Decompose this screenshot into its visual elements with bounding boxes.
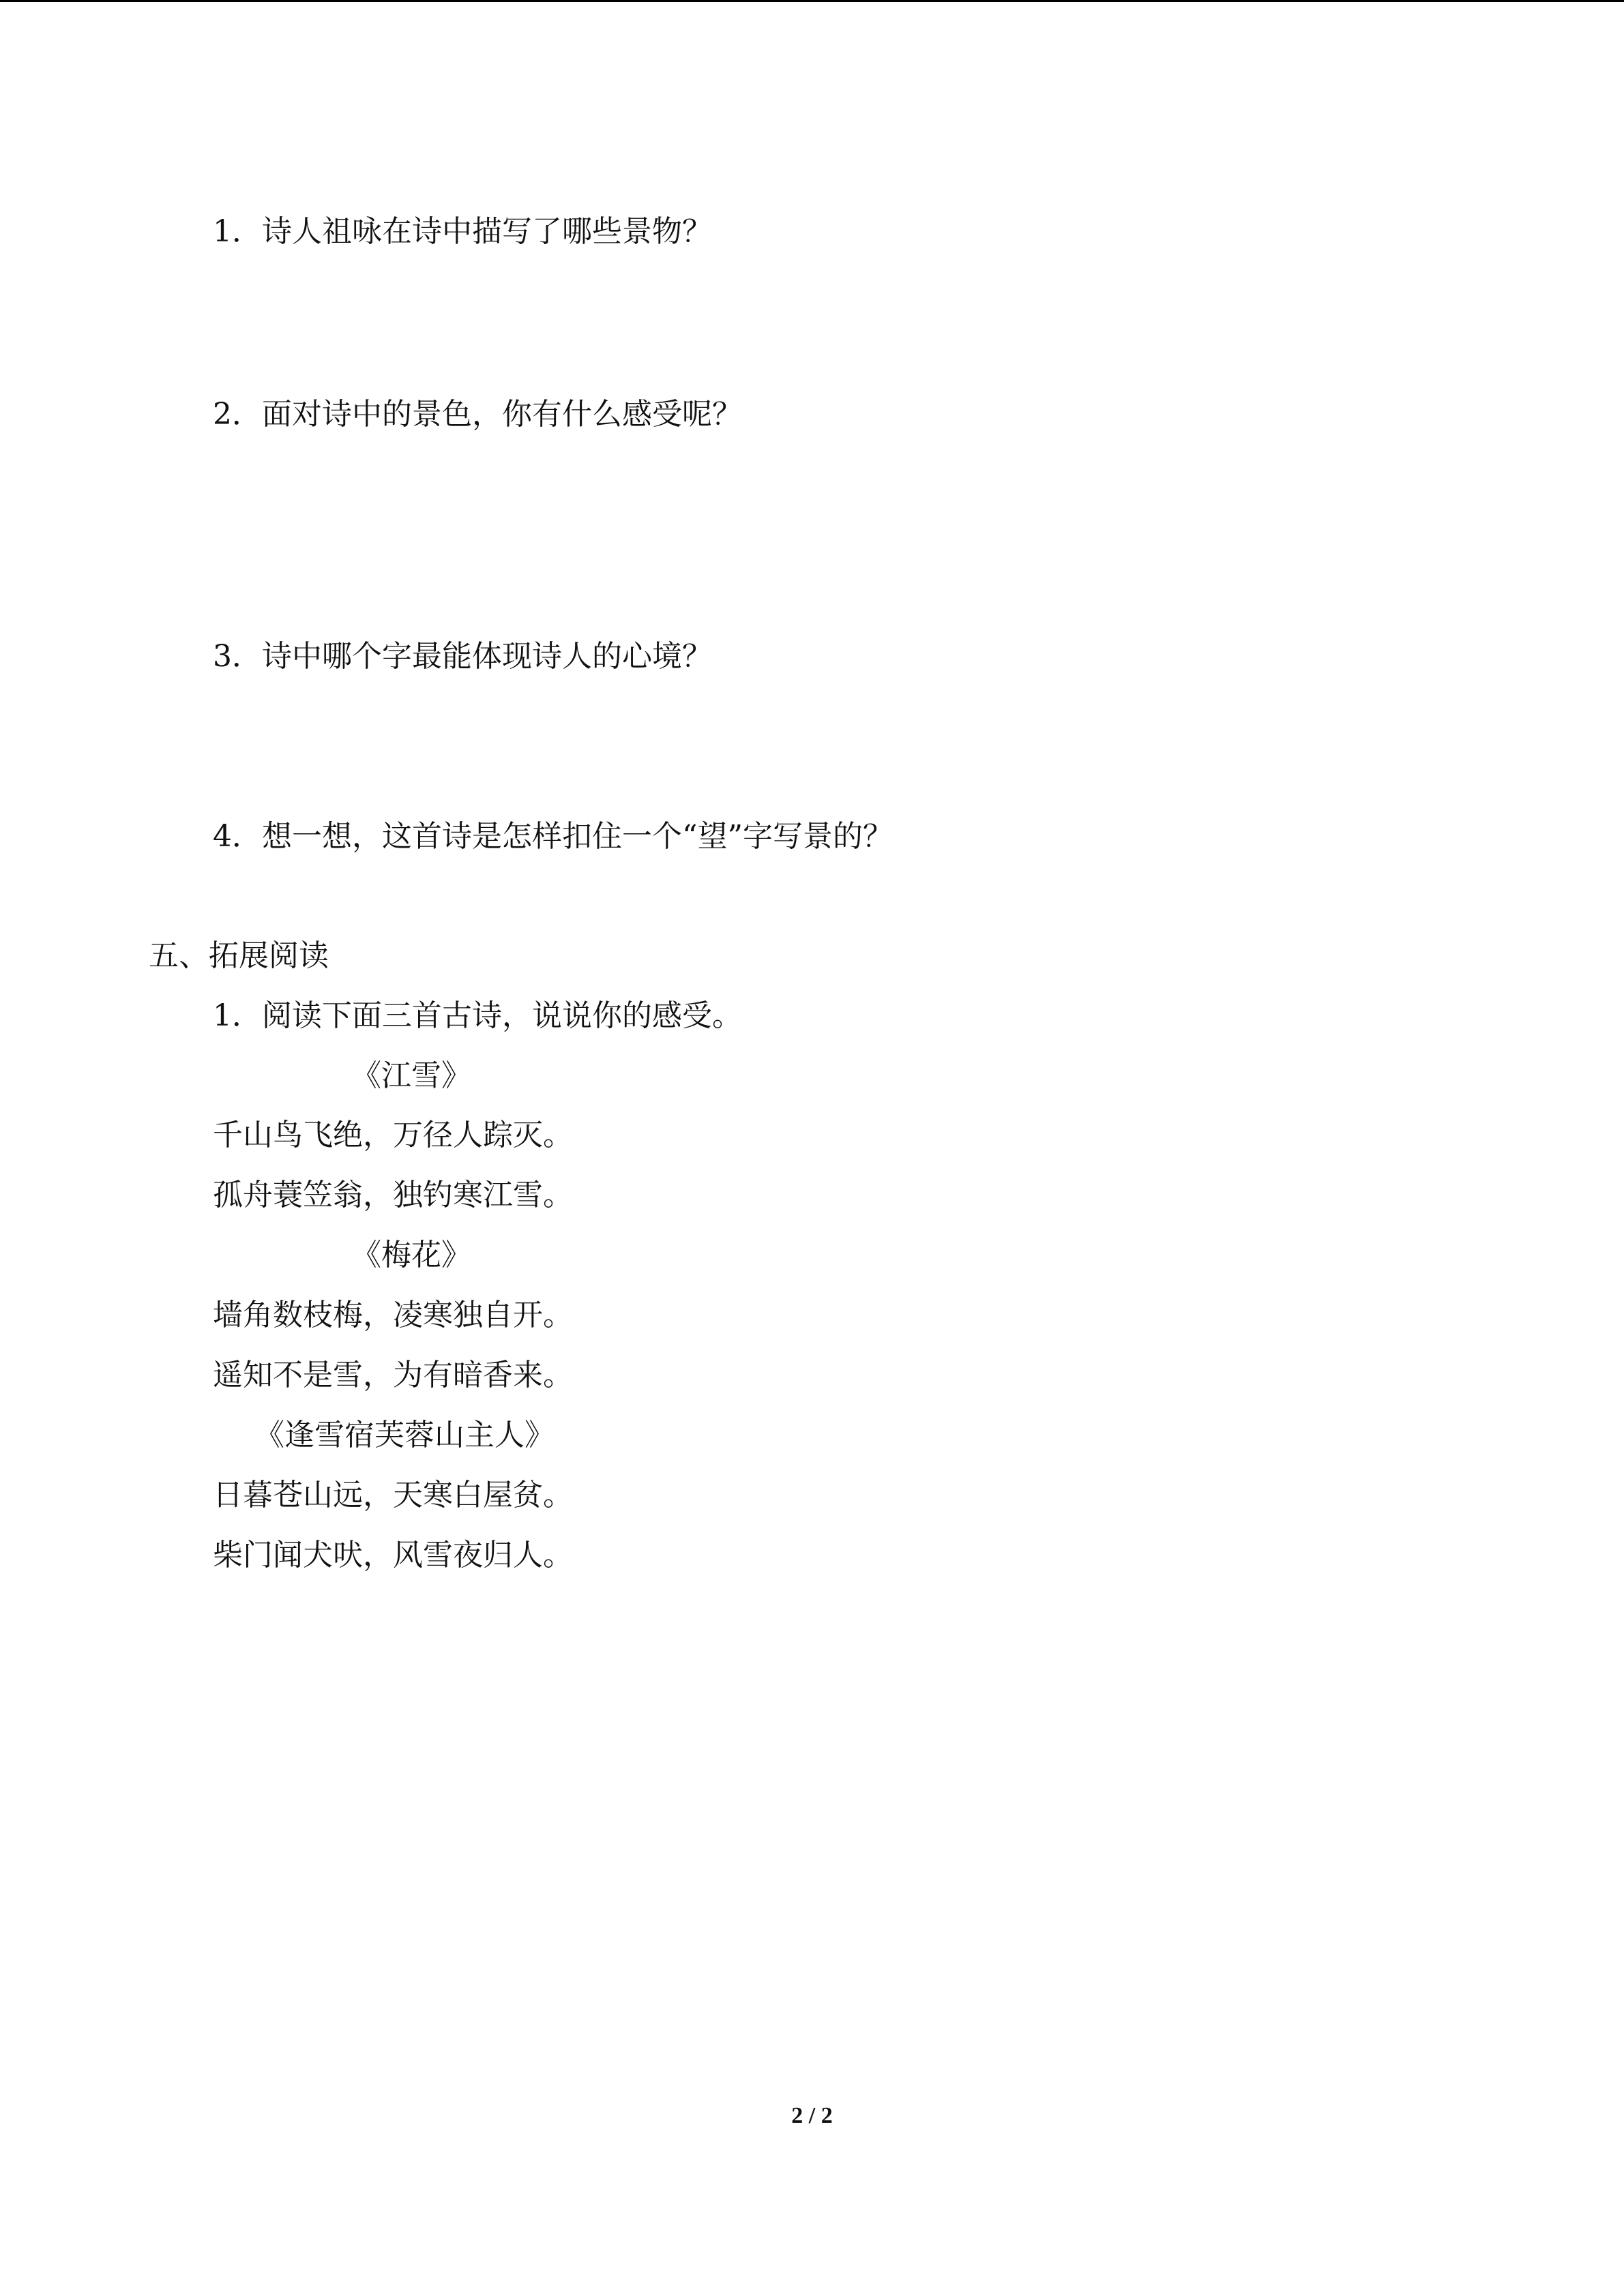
poem-line: 墙角数枝梅，凌寒独自开。 [213,1298,573,1332]
poem-title: 《逢雪宿芙蓉山主人》 [254,1418,555,1452]
section-task: 1．阅读下面三首古诗，说说你的感受。 [213,998,742,1033]
section-heading: 五、拓展阅读 [149,938,329,973]
poem-line: 日暮苍山远，天寒白屋贫。 [213,1478,573,1512]
question-2: 2．面对诗中的景色，你有什么感受呢？ [213,397,742,432]
poem-title: 《江雪》 [351,1058,471,1093]
top-border-line [0,0,1624,2]
poem-line: 柴门闻犬吠，风雪夜归人。 [213,1538,573,1572]
page-number: 2 / 2 [791,2103,833,2128]
poem-line: 孤舟蓑笠翁，独钓寒江雪。 [213,1178,573,1212]
poem-title: 《梅花》 [351,1238,471,1272]
question-1: 1．诗人祖咏在诗中描写了哪些景物？ [213,214,712,249]
poem-line: 遥知不是雪，为有暗香来。 [213,1358,573,1392]
question-4: 4．想一想，这首诗是怎样扣住一个“望”字写景的？ [213,819,893,854]
question-3: 3．诗中哪个字最能体现诗人的心境？ [213,639,712,674]
poem-line: 千山鸟飞绝，万径人踪灭。 [213,1118,573,1152]
